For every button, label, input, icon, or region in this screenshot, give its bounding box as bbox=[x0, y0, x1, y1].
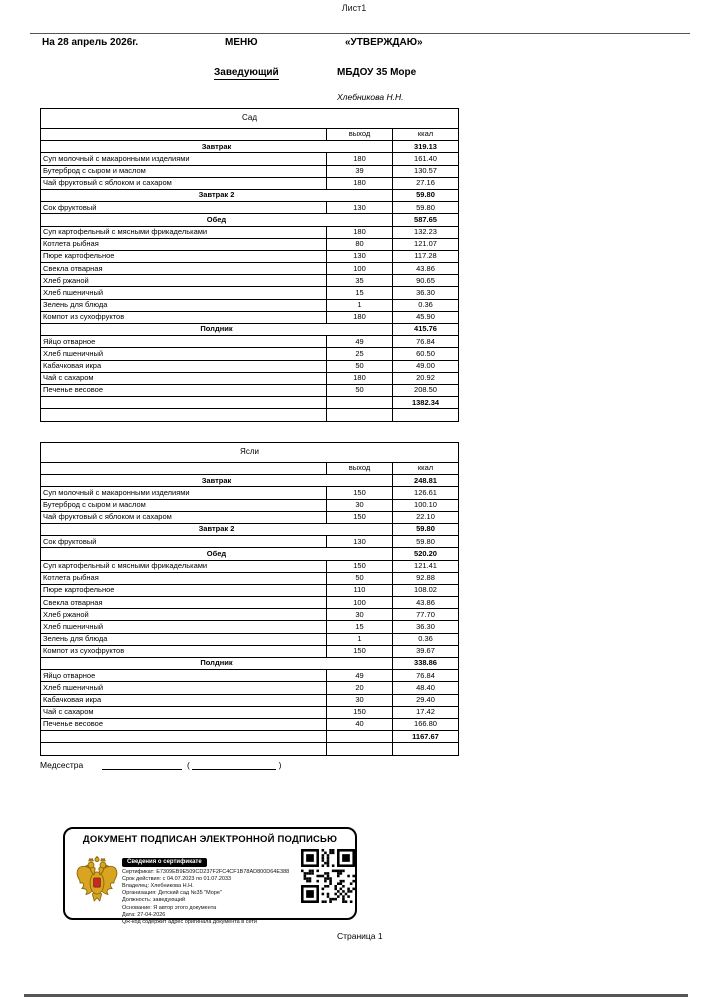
dish-out-cell: 35 bbox=[327, 275, 393, 287]
table-row bbox=[41, 487, 459, 499]
dish-name-cell: Печенье весовое bbox=[41, 384, 327, 396]
dish-kcal-cell: 43.86 bbox=[393, 263, 459, 275]
dish-kcal-cell: 161.40 bbox=[393, 153, 459, 165]
section-name-cell: Полдник bbox=[41, 324, 393, 336]
coat-of-arms-icon bbox=[74, 853, 120, 913]
dish-name-cell: Чай с сахаром bbox=[41, 706, 327, 718]
dish-name-cell: Кабачковая икра bbox=[41, 694, 327, 706]
section-kcal-cell: 520.20 bbox=[393, 548, 459, 560]
dish-out-cell: 30 bbox=[327, 694, 393, 706]
section-kcal-cell: 248.81 bbox=[393, 475, 459, 487]
dish-kcal-cell: 43.86 bbox=[393, 597, 459, 609]
table-row bbox=[41, 153, 459, 165]
dish-out-cell: 150 bbox=[327, 511, 393, 523]
table-row bbox=[41, 658, 459, 670]
dish-out-cell: 50 bbox=[327, 384, 393, 396]
dish-name-cell: Кабачковая икра bbox=[41, 360, 327, 372]
table-row bbox=[41, 189, 459, 201]
dish-name-cell: Чай с сахаром bbox=[41, 372, 327, 384]
table-row bbox=[41, 177, 459, 189]
certificate-lines bbox=[122, 869, 300, 927]
dish-out-cell: 1 bbox=[327, 299, 393, 311]
empty-out-cell bbox=[327, 743, 393, 755]
table-row bbox=[41, 348, 459, 360]
qr-code bbox=[301, 849, 355, 903]
table-row bbox=[41, 129, 459, 141]
dish-name-cell: Сок фруктовый bbox=[41, 536, 327, 548]
section-kcal-cell: 319.13 bbox=[393, 141, 459, 153]
dish-out-cell: 150 bbox=[327, 706, 393, 718]
dish-name-cell: Хлеб пшеничный bbox=[41, 287, 327, 299]
dish-out-cell: 150 bbox=[327, 560, 393, 572]
col-header-name bbox=[41, 129, 327, 141]
table-row bbox=[41, 463, 459, 475]
table-row bbox=[41, 384, 459, 396]
table-row bbox=[41, 311, 459, 323]
section-kcal-cell: 587.65 bbox=[393, 214, 459, 226]
dish-name-cell: Хлеб ржаной bbox=[41, 275, 327, 287]
dish-out-cell: 150 bbox=[327, 645, 393, 657]
cert-line-certificate: Сертификат: E7309EB9E509CD237F2FC4CF1B78AD800D64E388 bbox=[122, 868, 290, 875]
dish-kcal-cell: 121.07 bbox=[393, 238, 459, 250]
section-name-cell: Обед bbox=[41, 548, 393, 560]
dish-kcal-cell: 49.00 bbox=[393, 360, 459, 372]
dish-name-cell: Котлета рыбная bbox=[41, 572, 327, 584]
dish-name-cell: Бутерброд с сыром и маслом bbox=[41, 499, 327, 511]
dish-name-cell: Компот из сухофруктов bbox=[41, 645, 327, 657]
table-row bbox=[41, 275, 459, 287]
dish-out-cell: 40 bbox=[327, 718, 393, 730]
dish-name-cell: Суп картофельный с мясными фрикадельками bbox=[41, 226, 327, 238]
table-row bbox=[41, 584, 459, 596]
page-title: МЕНЮ bbox=[225, 37, 258, 48]
menu-table bbox=[40, 442, 459, 756]
table-row bbox=[41, 336, 459, 348]
table-row bbox=[41, 718, 459, 730]
dish-kcal-cell: 17.42 bbox=[393, 706, 459, 718]
dish-name-cell: Хлеб пшеничный bbox=[41, 621, 327, 633]
dish-kcal-cell: 0.36 bbox=[393, 299, 459, 311]
dish-out-cell: 130 bbox=[327, 202, 393, 214]
certificate-header: Сведения о сертификате bbox=[122, 858, 207, 867]
dish-out-cell: 25 bbox=[327, 348, 393, 360]
col-header-kcal: ккал bbox=[393, 463, 459, 475]
table-row bbox=[41, 214, 459, 226]
section-name-cell: Полдник bbox=[41, 658, 393, 670]
table-row bbox=[41, 360, 459, 372]
dish-name-cell: Свекла отварная bbox=[41, 263, 327, 275]
table-row bbox=[41, 372, 459, 384]
table-row bbox=[41, 536, 459, 548]
table-row bbox=[41, 706, 459, 718]
dish-out-cell: 180 bbox=[327, 153, 393, 165]
dish-kcal-cell: 117.28 bbox=[393, 250, 459, 262]
dish-out-cell: 39 bbox=[327, 165, 393, 177]
col-header-kcal: ккал bbox=[393, 129, 459, 141]
cert-line-basis: Основание: Я автор этого документа bbox=[122, 904, 217, 911]
table-row bbox=[41, 621, 459, 633]
cert-line-validity: Срок действия: с 04.07.2023 по 01.07.2033 bbox=[122, 875, 232, 882]
dish-kcal-cell: 27.16 bbox=[393, 177, 459, 189]
empty-out-cell bbox=[327, 731, 393, 743]
paren-open: ( bbox=[187, 760, 190, 770]
page-number-label: Страница 1 bbox=[337, 931, 383, 941]
table-row bbox=[41, 397, 459, 409]
dish-out-cell: 15 bbox=[327, 287, 393, 299]
dish-out-cell: 180 bbox=[327, 311, 393, 323]
table-row bbox=[41, 165, 459, 177]
col-header-name bbox=[41, 463, 327, 475]
dish-out-cell: 80 bbox=[327, 238, 393, 250]
dish-kcal-cell: 208.50 bbox=[393, 384, 459, 396]
dish-out-cell: 180 bbox=[327, 226, 393, 238]
table-row bbox=[41, 694, 459, 706]
col-header-out: выход bbox=[327, 463, 393, 475]
empty-name-cell bbox=[41, 743, 327, 755]
nurse-signature-line bbox=[40, 760, 281, 770]
menu-table-yasli bbox=[40, 442, 459, 756]
dish-kcal-cell: 36.30 bbox=[393, 287, 459, 299]
signer-name: Хлебникова Н.Н. bbox=[337, 92, 404, 102]
section-kcal-cell: 59.80 bbox=[393, 523, 459, 535]
table-row bbox=[41, 287, 459, 299]
dish-name-cell: Хлеб пшеничный bbox=[41, 682, 327, 694]
nurse-label: Медсестра bbox=[40, 760, 84, 770]
dish-kcal-cell: 126.61 bbox=[393, 487, 459, 499]
menu-date: На 28 апрель 2026г. bbox=[42, 37, 139, 48]
table-row bbox=[41, 263, 459, 275]
stamp-title: ДОКУМЕНТ ПОДПИСАН ЭЛЕКТРОННОЙ ПОДПИСЬЮ bbox=[82, 834, 338, 845]
dish-kcal-cell: 76.84 bbox=[393, 670, 459, 682]
digital-signature-stamp bbox=[63, 827, 357, 925]
section-kcal-cell: 338.86 bbox=[393, 658, 459, 670]
table-row bbox=[41, 572, 459, 584]
table-row bbox=[41, 499, 459, 511]
dish-out-cell: 50 bbox=[327, 360, 393, 372]
dish-kcal-cell: 29.40 bbox=[393, 694, 459, 706]
dish-out-cell: 110 bbox=[327, 584, 393, 596]
dish-name-cell: Суп молочный с макаронными изделиями bbox=[41, 153, 327, 165]
section-name-cell: Завтрак bbox=[41, 141, 393, 153]
dish-out-cell: 150 bbox=[327, 487, 393, 499]
dish-name-cell: Чай фруктовый с яблоком и сахаром bbox=[41, 177, 327, 189]
table-row bbox=[41, 645, 459, 657]
table-row bbox=[41, 511, 459, 523]
dish-name-cell: Компот из сухофруктов bbox=[41, 311, 327, 323]
dish-kcal-cell: 108.02 bbox=[393, 584, 459, 596]
cert-line-qr-note: QR-код содержит адрес оригинала документа в сети bbox=[122, 918, 257, 925]
cert-line-position: Должность: заведующий bbox=[122, 897, 186, 904]
dish-kcal-cell: 76.84 bbox=[393, 336, 459, 348]
table-row bbox=[41, 560, 459, 572]
empty-name-cell bbox=[41, 409, 327, 421]
empty-name-cell bbox=[41, 731, 327, 743]
section-kcal-cell: 415.76 bbox=[393, 324, 459, 336]
table-row bbox=[41, 299, 459, 311]
section-name-cell: Завтрак 2 bbox=[41, 189, 393, 201]
dish-name-cell: Котлета рыбная bbox=[41, 238, 327, 250]
nurse-name-blank bbox=[192, 760, 276, 770]
dish-name-cell: Свекла отварная bbox=[41, 597, 327, 609]
cert-line-organization: Организация: Детский сад №35 "Море" bbox=[122, 890, 222, 897]
dish-out-cell: 49 bbox=[327, 670, 393, 682]
empty-kcal-cell bbox=[393, 409, 459, 421]
dish-name-cell: Яйцо отварное bbox=[41, 670, 327, 682]
page-edge-bar bbox=[24, 994, 688, 997]
dish-out-cell: 180 bbox=[327, 372, 393, 384]
table-row bbox=[41, 409, 459, 421]
dish-name-cell: Чай фруктовый с яблоком и сахаром bbox=[41, 511, 327, 523]
dish-kcal-cell: 92.88 bbox=[393, 572, 459, 584]
section-name-cell: Завтрак 2 bbox=[41, 523, 393, 535]
certificate-info bbox=[122, 850, 300, 926]
table-row bbox=[41, 731, 459, 743]
dish-name-cell: Пюре картофельное bbox=[41, 250, 327, 262]
dish-out-cell: 130 bbox=[327, 250, 393, 262]
table-row bbox=[41, 548, 459, 560]
dish-name-cell: Печенье весовое bbox=[41, 718, 327, 730]
table-row bbox=[41, 743, 459, 755]
table-row bbox=[41, 141, 459, 153]
dish-kcal-cell: 59.80 bbox=[393, 202, 459, 214]
table-title-row bbox=[41, 443, 459, 463]
table-row bbox=[41, 597, 459, 609]
dish-kcal-cell: 48.40 bbox=[393, 682, 459, 694]
menu-table bbox=[40, 108, 459, 422]
dish-out-cell: 180 bbox=[327, 177, 393, 189]
dish-kcal-cell: 121.41 bbox=[393, 560, 459, 572]
dish-name-cell: Суп молочный с макаронными изделиями bbox=[41, 487, 327, 499]
dish-kcal-cell: 20.92 bbox=[393, 372, 459, 384]
section-name-cell: Завтрак bbox=[41, 475, 393, 487]
dish-out-cell: 15 bbox=[327, 621, 393, 633]
table-row bbox=[41, 523, 459, 535]
dish-kcal-cell: 45.90 bbox=[393, 311, 459, 323]
cert-line-date: Дата: 27-04-2026 bbox=[122, 911, 166, 918]
dish-out-cell: 100 bbox=[327, 597, 393, 609]
dish-out-cell: 30 bbox=[327, 499, 393, 511]
position-label: Заведующий bbox=[214, 67, 279, 78]
dish-out-cell: 50 bbox=[327, 572, 393, 584]
nurse-signature-blank bbox=[102, 760, 182, 770]
empty-name-cell bbox=[41, 397, 327, 409]
paren-close: ) bbox=[278, 760, 282, 770]
dish-name-cell: Сок фруктовый bbox=[41, 202, 327, 214]
table-title: Ясли bbox=[41, 443, 459, 463]
approve-label: «УТВЕРЖДАЮ» bbox=[345, 37, 423, 48]
cert-line-owner: Владелец: Хлебникова Н.Н. bbox=[122, 882, 194, 889]
table-row bbox=[41, 202, 459, 214]
dish-kcal-cell: 100.10 bbox=[393, 499, 459, 511]
dish-kcal-cell: 60.50 bbox=[393, 348, 459, 360]
header-divider bbox=[30, 33, 690, 34]
total-kcal-cell: 1167.67 bbox=[393, 731, 459, 743]
dish-kcal-cell: 132.23 bbox=[393, 226, 459, 238]
dish-out-cell: 1 bbox=[327, 633, 393, 645]
dish-name-cell: Зелень для блюда bbox=[41, 633, 327, 645]
dish-out-cell: 49 bbox=[327, 336, 393, 348]
empty-kcal-cell bbox=[393, 743, 459, 755]
dish-out-cell: 130 bbox=[327, 536, 393, 548]
section-kcal-cell: 59.80 bbox=[393, 189, 459, 201]
table-row bbox=[41, 324, 459, 336]
dish-kcal-cell: 39.67 bbox=[393, 645, 459, 657]
dish-out-cell: 100 bbox=[327, 263, 393, 275]
table-row bbox=[41, 609, 459, 621]
dish-kcal-cell: 77.70 bbox=[393, 609, 459, 621]
dish-out-cell: 30 bbox=[327, 609, 393, 621]
table-row bbox=[41, 250, 459, 262]
dish-name-cell: Суп картофельный с мясными фрикадельками bbox=[41, 560, 327, 572]
section-name-cell: Обед bbox=[41, 214, 393, 226]
dish-kcal-cell: 0.36 bbox=[393, 633, 459, 645]
menu-table-sad bbox=[40, 108, 459, 422]
table-row bbox=[41, 238, 459, 250]
table-row bbox=[41, 226, 459, 238]
dish-kcal-cell: 36.30 bbox=[393, 621, 459, 633]
total-kcal-cell: 1382.34 bbox=[393, 397, 459, 409]
dish-kcal-cell: 59.80 bbox=[393, 536, 459, 548]
dish-name-cell: Бутерброд с сыром и маслом bbox=[41, 165, 327, 177]
table-row bbox=[41, 682, 459, 694]
col-header-out: выход bbox=[327, 129, 393, 141]
sheet-label: Лист1 bbox=[341, 3, 367, 13]
organization-name: МБДОУ 35 Море bbox=[337, 67, 417, 78]
dish-name-cell: Зелень для блюда bbox=[41, 299, 327, 311]
dish-name-cell: Пюре картофельное bbox=[41, 584, 327, 596]
dish-kcal-cell: 90.65 bbox=[393, 275, 459, 287]
table-row bbox=[41, 633, 459, 645]
empty-out-cell bbox=[327, 397, 393, 409]
table-row bbox=[41, 475, 459, 487]
table-title-row bbox=[41, 109, 459, 129]
table-row bbox=[41, 670, 459, 682]
dish-kcal-cell: 130.57 bbox=[393, 165, 459, 177]
dish-name-cell: Яйцо отварное bbox=[41, 336, 327, 348]
dish-name-cell: Хлеб пшеничный bbox=[41, 348, 327, 360]
dish-kcal-cell: 22.10 bbox=[393, 511, 459, 523]
dish-kcal-cell: 166.80 bbox=[393, 718, 459, 730]
empty-out-cell bbox=[327, 409, 393, 421]
table-title: Сад bbox=[41, 109, 459, 129]
dish-name-cell: Хлеб ржаной bbox=[41, 609, 327, 621]
dish-out-cell: 20 bbox=[327, 682, 393, 694]
